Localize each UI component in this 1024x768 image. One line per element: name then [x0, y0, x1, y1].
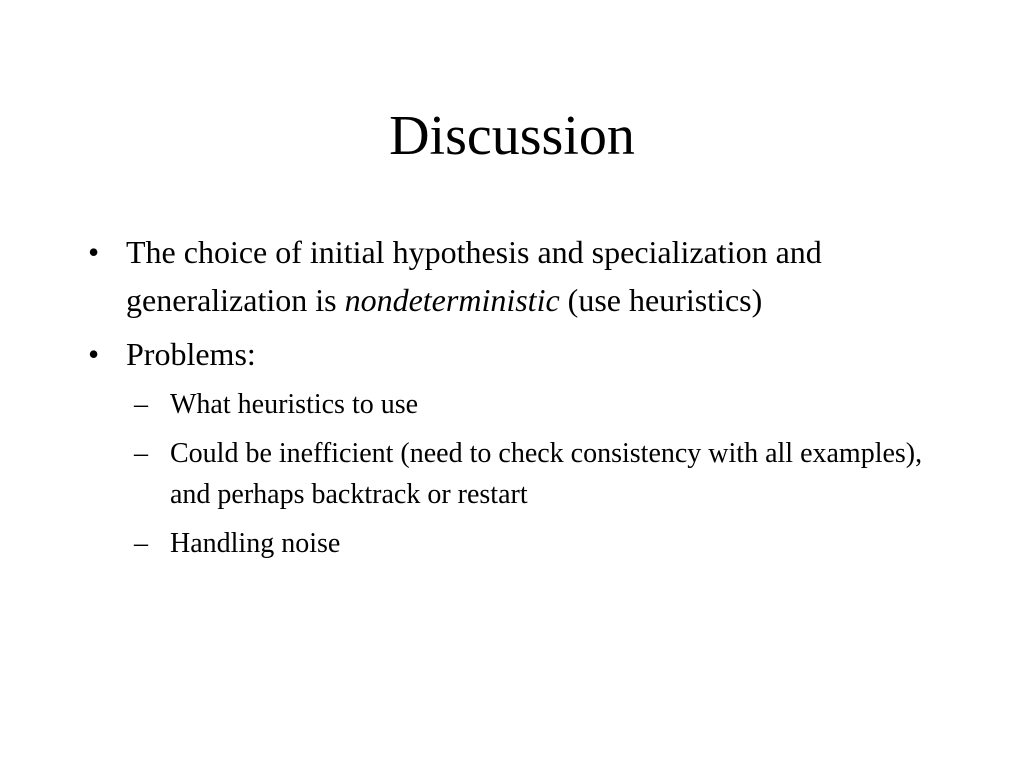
- slide-title: Discussion: [389, 105, 635, 167]
- sub-item-text: Handling noise: [170, 528, 341, 559]
- sub-list: [134, 384, 948, 564]
- bullet-text: Problems:: [126, 336, 256, 372]
- sub-item-text: What heuristics to use: [170, 389, 419, 420]
- bullet-text: [126, 234, 822, 318]
- bullet-item: [88, 228, 948, 324]
- bullet-marker: •: [88, 336, 100, 372]
- bullet-marker: •: [88, 234, 100, 270]
- sub-item-text: Could be inefficient (need to check consistency with all examples), and perhaps backtrack or restart: [170, 438, 923, 510]
- emphasis-text: nondeterministic: [344, 282, 560, 318]
- bullet-text-end: (use heuristics): [559, 282, 763, 318]
- sub-item: [134, 523, 948, 564]
- sub-item: [134, 384, 948, 425]
- bullet-item: [88, 330, 948, 378]
- bullet-text-start: The choice of initial hypothesis and specialization and generalization is: [126, 234, 822, 318]
- dash-marker: –: [134, 389, 148, 420]
- dash-marker: –: [134, 528, 148, 559]
- slide-content: [88, 228, 948, 572]
- sub-item: [134, 433, 948, 515]
- dash-marker: –: [134, 438, 148, 469]
